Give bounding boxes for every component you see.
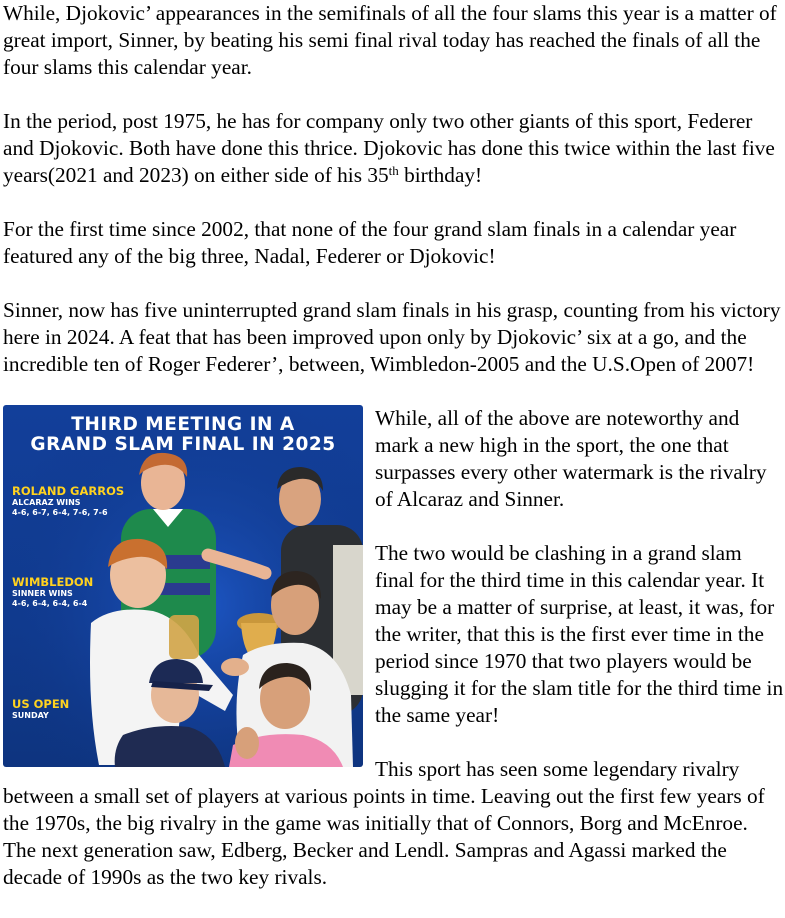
wimbledon-score: 4-6, 6-4, 6-4, 6-4 bbox=[12, 599, 88, 608]
paragraph-6: The two would be clashing in a grand slam final for the third time in this calendar year. It may be a matter of surprise, at least, it was, for the writer, that this is the first ever time in the period since 1970 that two players would be slugging it for the slam title for the third time in the same year! bbox=[375, 541, 784, 727]
wimbledon-result bbox=[12, 576, 93, 609]
roland-garros-label: ROLAND GARROS bbox=[12, 484, 125, 498]
wimbledon-winner: SINNER WINS bbox=[12, 589, 73, 598]
graphic-title-line-1: THIRD MEETING IN A bbox=[71, 414, 295, 435]
handshake-graphic bbox=[221, 658, 249, 676]
paragraph-2 bbox=[3, 108, 785, 189]
roland-garros-score: 4-6, 6-7, 6-4, 7-6, 7-6 bbox=[12, 508, 108, 517]
graphic-title-line-2: GRAND SLAM FINAL IN 2025 bbox=[30, 434, 336, 455]
alcaraz-sinner-graphic bbox=[3, 405, 363, 767]
ordinal-suffix: th bbox=[388, 163, 399, 178]
roland-garros-result bbox=[12, 485, 124, 518]
paragraph-2-text: In the period, post 1975, he has for company only two other giants of this sport, Federer and Djokovic. Both have done this thrice. Djokovic has done this twice within the last five years(2021 and 2023) on either side of his 35 bbox=[3, 109, 775, 187]
paragraph-4: Sinner, now has five uninterrupted grand slam finals in his grasp, counting from his victory here in 2024. A feat that has been improved upon only by Djokovic’ six at a go, and the incredible ten of Roger Federer’, between, Wimbledon-2005 and the U.S.Open of 2007! bbox=[3, 298, 781, 376]
paragraph-5: While, all of the above are noteworthy and mark a new high in the sport, the one that surpasses every other watermark is the rivalry of Alcaraz and Sinner. bbox=[375, 406, 767, 511]
paragraph-2-tail: birthday! bbox=[398, 163, 483, 187]
wimbledon-label: WIMBLEDON bbox=[12, 575, 94, 589]
us-open-label: US OPEN bbox=[12, 697, 70, 711]
roland-garros-winner: ALCARAZ WINS bbox=[12, 498, 81, 507]
paragraph-1: While, Djokovic’ appearances in the semifinals of all the four slams this year is a matter of great import, Sinner, by beating his semi final rival today has reached the finals of all the four slams this calendar year. bbox=[3, 1, 777, 79]
paragraph-3: For the first time since 2002, that none of the four grand slam finals in a calendar year featured any of the big three, Nadal, Federer or Djokovic! bbox=[3, 217, 737, 268]
us-open-result bbox=[12, 698, 69, 721]
paragraph-7: This sport has seen some legendary rivalry between a small set of players at various points in time. Leaving out the first few years of the 1970s, the big rivalry in the game was initially that of Connors, Borg and McEnroe. The next generation saw, Edberg, Becker and Lendl. Sampras and Agassi marked the decade of 1990s as the two key rivals. bbox=[3, 757, 765, 889]
us-open-date: SUNDAY bbox=[12, 711, 49, 720]
article-body bbox=[3, 0, 785, 918]
graphic-title bbox=[3, 415, 363, 455]
